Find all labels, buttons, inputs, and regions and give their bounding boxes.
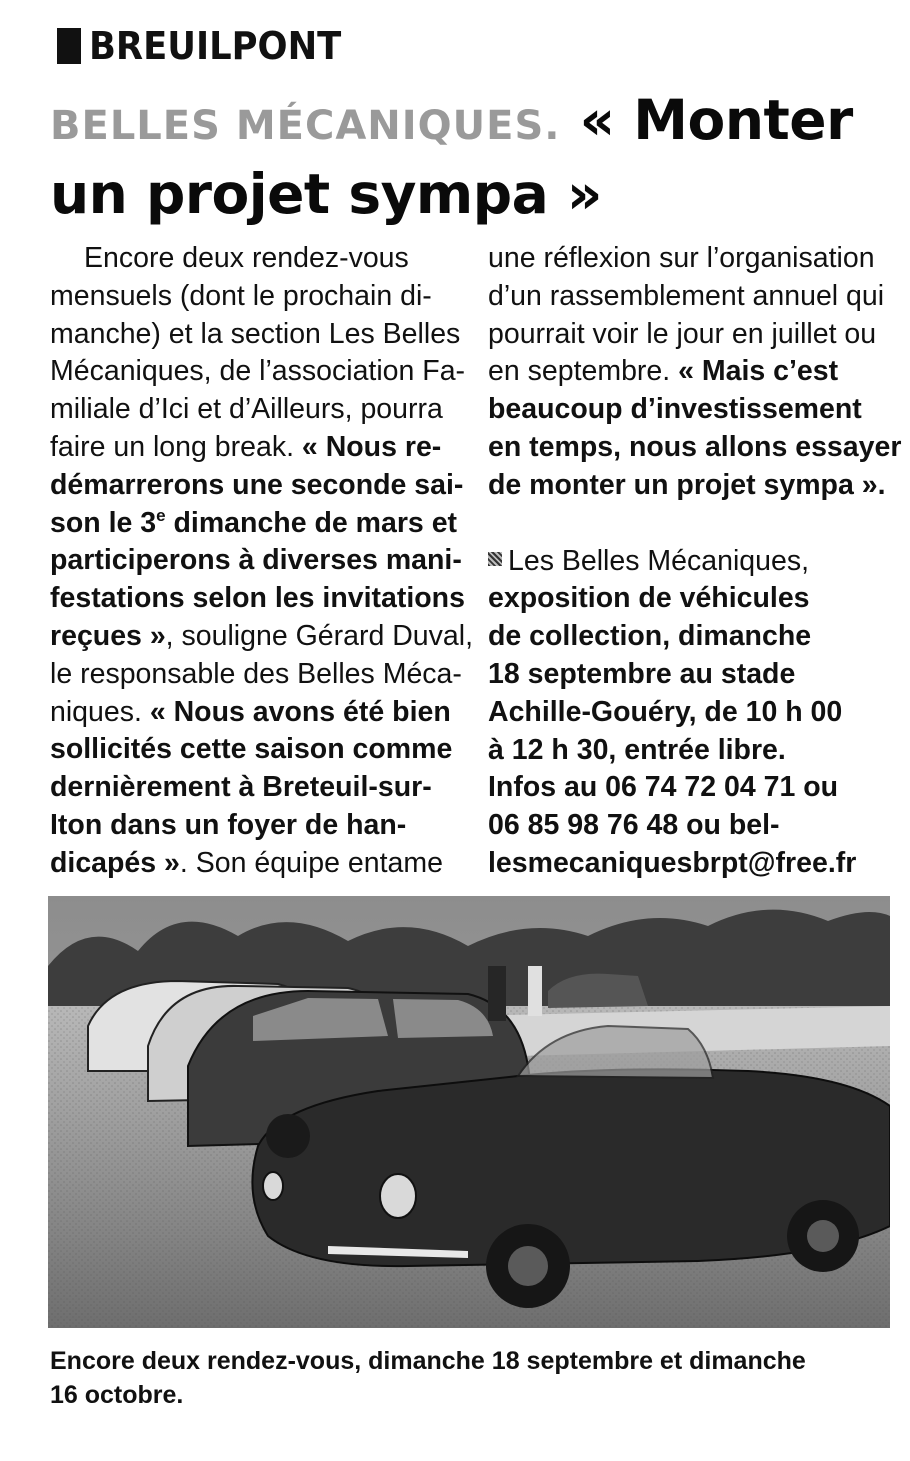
- quote-line: en temps, nous allons essayer: [488, 430, 902, 463]
- quote-run: reçues »: [50, 619, 166, 652]
- kicker-square-icon: [57, 28, 81, 64]
- headline-rubric: BELLES MÉCANIQUES.: [50, 103, 561, 149]
- text-run: , souligne Gérard Duval,: [165, 619, 473, 652]
- info-line: à 12 h 30, entrée libre.: [488, 733, 786, 766]
- text-line: [50, 618, 473, 656]
- info-bullet-icon: [488, 552, 502, 566]
- quote-run: « Nous avons été bien: [149, 695, 451, 728]
- info-box: [488, 543, 888, 883]
- quote-run: dimanche de mars et: [165, 506, 458, 539]
- text-run: en septembre.: [488, 355, 679, 388]
- text-line: [50, 694, 450, 732]
- info-line: Infos au 06 74 72 04 71 ou: [488, 771, 839, 804]
- section-kicker: [57, 22, 360, 70]
- text-line: [50, 429, 450, 467]
- info-line: Achille-Gouéry, de 10 h 00: [488, 695, 843, 728]
- info-line: de collection, dimanche: [488, 620, 812, 653]
- caption-line: 16 octobre.: [50, 1381, 184, 1409]
- quote-line: [50, 505, 458, 543]
- text-line: d’un rassemblement annuel qui: [488, 279, 885, 312]
- quote-line: festations selon les invitations: [50, 582, 465, 615]
- info-line: [488, 543, 888, 581]
- text-line: [50, 845, 450, 883]
- headline-title-line1: « Monter: [579, 88, 853, 152]
- kicker-text: BREUILPONT: [89, 24, 342, 68]
- text-run: . Son équipe entame: [179, 846, 443, 879]
- quote-line: Iton dans un foyer de han-: [50, 808, 407, 841]
- quote-line: beaucoup d’investissement: [488, 393, 862, 426]
- quote-run: dicapés »: [50, 846, 180, 879]
- quote-line: démarrerons une seconde sai-: [50, 468, 464, 501]
- text-line: pourrait voir le jour en juillet ou: [488, 317, 877, 350]
- photo-classic-cars: [48, 896, 890, 1328]
- quote-line: sollicités cette saison comme: [50, 733, 453, 766]
- quote-line: participerons à diverses mani-: [50, 544, 462, 577]
- info-line: 06 85 98 76 48 ou bel-: [488, 809, 780, 842]
- text-line: [488, 353, 888, 391]
- headline: [50, 86, 870, 228]
- ordinal-sup: e: [156, 505, 166, 525]
- text-run: niques.: [50, 695, 150, 728]
- info-line: exposition de véhicules: [488, 582, 810, 615]
- info-title: Les Belles Mécaniques,: [508, 544, 810, 577]
- article-column-right: [488, 240, 902, 883]
- text-run: faire un long break.: [50, 430, 302, 463]
- caption-line: Encore deux rendez-vous, dimanche 18 septembre et dimanche: [50, 1347, 806, 1375]
- quote-run: « Nous re-: [301, 430, 442, 463]
- contact-email: lesmecaniquesbrpt@free.fr: [488, 846, 857, 879]
- text-line: Mécaniques, de l’association Fa-: [50, 355, 466, 388]
- quote-run: « Mais c’est: [678, 355, 839, 388]
- quote-line: dernièrement à Breteuil-sur-: [50, 771, 432, 804]
- text-line: le responsable des Belles Méca-: [50, 657, 462, 690]
- photo-illustration: [48, 896, 890, 1328]
- text-line: mensuels (dont le prochain di-: [50, 279, 432, 312]
- quote-line: de monter un projet sympa ».: [488, 468, 886, 501]
- quote-run: son le 3: [50, 506, 157, 539]
- text-line: miliale d’Ici et d’Ailleurs, pourra: [50, 393, 443, 426]
- article-column-left: [50, 240, 473, 883]
- photo-caption: [50, 1344, 890, 1412]
- text-line: Encore deux rendez-vous: [84, 242, 409, 274]
- info-line: 18 septembre au stade: [488, 657, 796, 690]
- headline-title-line2: un projet sympa »: [50, 162, 602, 226]
- text-line: manche) et la section Les Belles: [50, 317, 461, 350]
- spacer: [488, 505, 888, 543]
- text-line: une réflexion sur l’organisation: [488, 242, 875, 274]
